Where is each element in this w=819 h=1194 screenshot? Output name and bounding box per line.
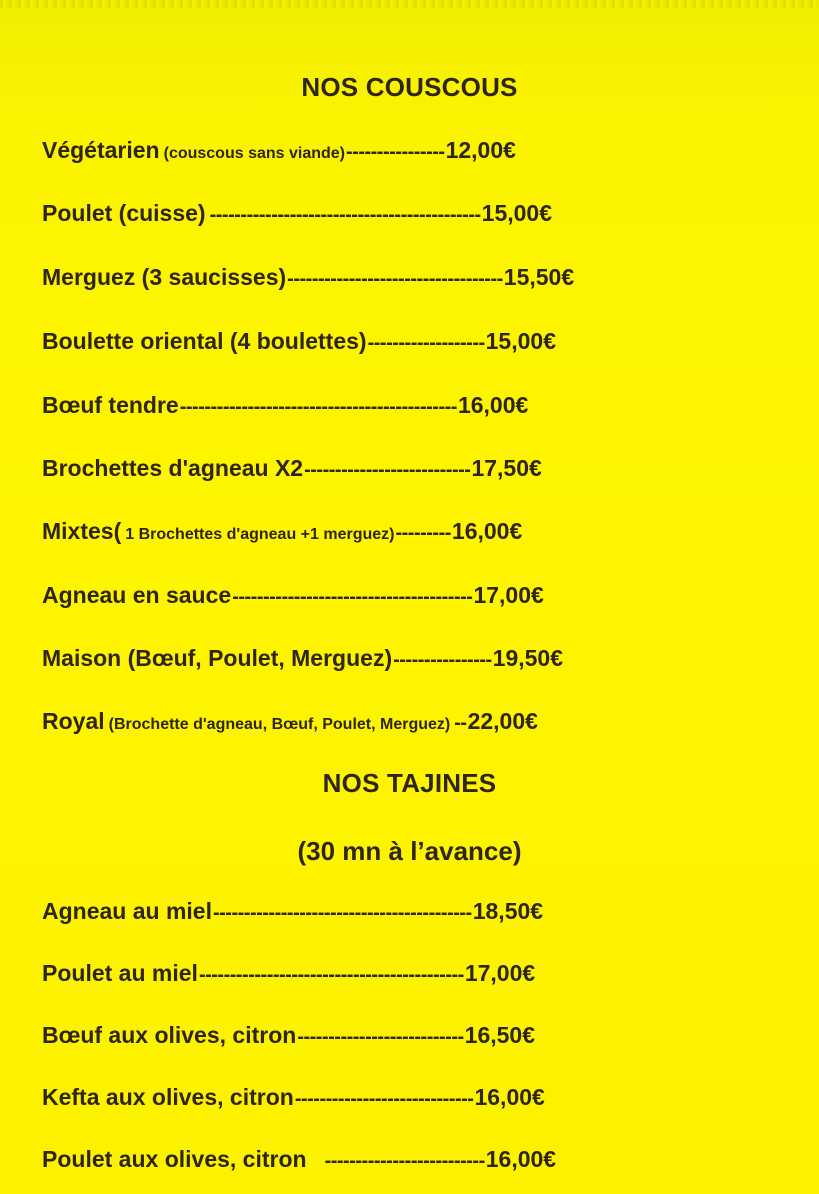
item-name: Poulet (cuisse)	[42, 200, 206, 226]
dot-leader: ---------------------------------------	[232, 586, 473, 608]
dot-leader: -------------------	[367, 332, 485, 354]
menu-item-vegetarien	[42, 137, 516, 164]
item-price: 15,50€	[503, 264, 575, 290]
item-name: Agneau au miel	[42, 898, 212, 924]
item-price: 22,00€	[467, 708, 538, 734]
dot-leader: ----------------	[393, 649, 492, 671]
menu-item-boulette-oriental	[42, 328, 556, 355]
item-name: Merguez (3 saucisses)	[42, 264, 287, 290]
menu-item-agneau-sauce	[42, 582, 544, 609]
item-price: 16,00€	[457, 392, 529, 418]
menu-item-poulet-miel	[42, 960, 535, 987]
item-name: Brochettes d'agneau X2	[42, 455, 304, 481]
item-name: Maison (Bœuf, Poulet, Merguez)	[42, 645, 393, 671]
item-name: Bœuf tendre	[42, 392, 179, 418]
dot-leader: --------------------------	[324, 1150, 485, 1172]
menu-item-poulet-cuisse	[42, 200, 552, 227]
dot-leader: ------------------------------------------	[212, 902, 472, 924]
item-name: Végétarien	[42, 137, 160, 163]
item-note: (couscous sans viande)	[163, 145, 345, 162]
item-note: 1 Brochettes d'agneau +1 merguez)	[125, 526, 395, 543]
dot-leader: ----------------	[346, 141, 445, 163]
item-name: Boulette oriental (4 boulettes)	[42, 328, 367, 354]
dot-leader: ---------------------------------------------	[179, 396, 457, 418]
item-name: Kefta aux olives, citron	[42, 1084, 294, 1110]
menu-item-kefta-olives	[42, 1084, 545, 1111]
dot-leader: ---------------------------	[304, 459, 471, 481]
item-name: Agneau en sauce	[42, 582, 232, 608]
dot-leader: --------------------------------------------	[209, 204, 481, 226]
item-note: (Brochette d'agneau, Bœuf, Poulet, Merguez)	[108, 716, 451, 733]
dot-leader: -----------------------------	[294, 1088, 474, 1110]
item-price: 16,50€	[464, 1022, 536, 1048]
menu-item-boeuf-olives	[42, 1022, 535, 1049]
couscous-heading: NOS COUSCOUS	[301, 72, 518, 102]
item-price: 15,00€	[485, 328, 556, 354]
item-price: 16,00€	[451, 518, 523, 544]
item-price: 19,50€	[492, 645, 564, 671]
item-name: Bœuf aux olives, citron	[42, 1022, 297, 1048]
item-price: 17,50€	[471, 455, 542, 481]
item-name: Royal	[42, 708, 105, 734]
item-price: 12,00€	[445, 137, 516, 163]
menu-item-boeuf-tendre	[42, 392, 528, 419]
menu-item-merguez	[42, 264, 574, 291]
dot-leader: ---------	[395, 522, 451, 544]
tajines-heading: NOS TAJINES	[322, 768, 497, 798]
item-price: 18,50€	[472, 898, 544, 924]
item-price: 15,00€	[481, 200, 553, 226]
item-price: 17,00€	[473, 582, 544, 608]
dot-leader: --	[454, 712, 467, 734]
menu-item-agneau-miel	[42, 898, 543, 925]
menu-item-royal	[42, 708, 538, 735]
item-price: 16,00€	[474, 1084, 545, 1110]
dot-leader: -------------------------------------------	[198, 964, 464, 986]
menu-item-poulet-olives	[42, 1146, 556, 1173]
top-edge	[0, 0, 819, 8]
item-name: Mixtes(	[42, 518, 122, 544]
tajines-subheading: (30 mn à l’avance)	[297, 836, 522, 866]
menu-item-mixtes	[42, 518, 522, 545]
item-name: Poulet aux olives, citron	[42, 1146, 307, 1172]
dot-leader: -----------------------------------	[287, 268, 503, 290]
item-price: 16,00€	[485, 1146, 557, 1172]
menu-item-maison	[42, 645, 563, 672]
dot-leader: ---------------------------	[297, 1026, 464, 1048]
menu-item-brochettes-agneau	[42, 455, 542, 482]
item-name: Poulet au miel	[42, 960, 198, 986]
item-price: 17,00€	[464, 960, 536, 986]
